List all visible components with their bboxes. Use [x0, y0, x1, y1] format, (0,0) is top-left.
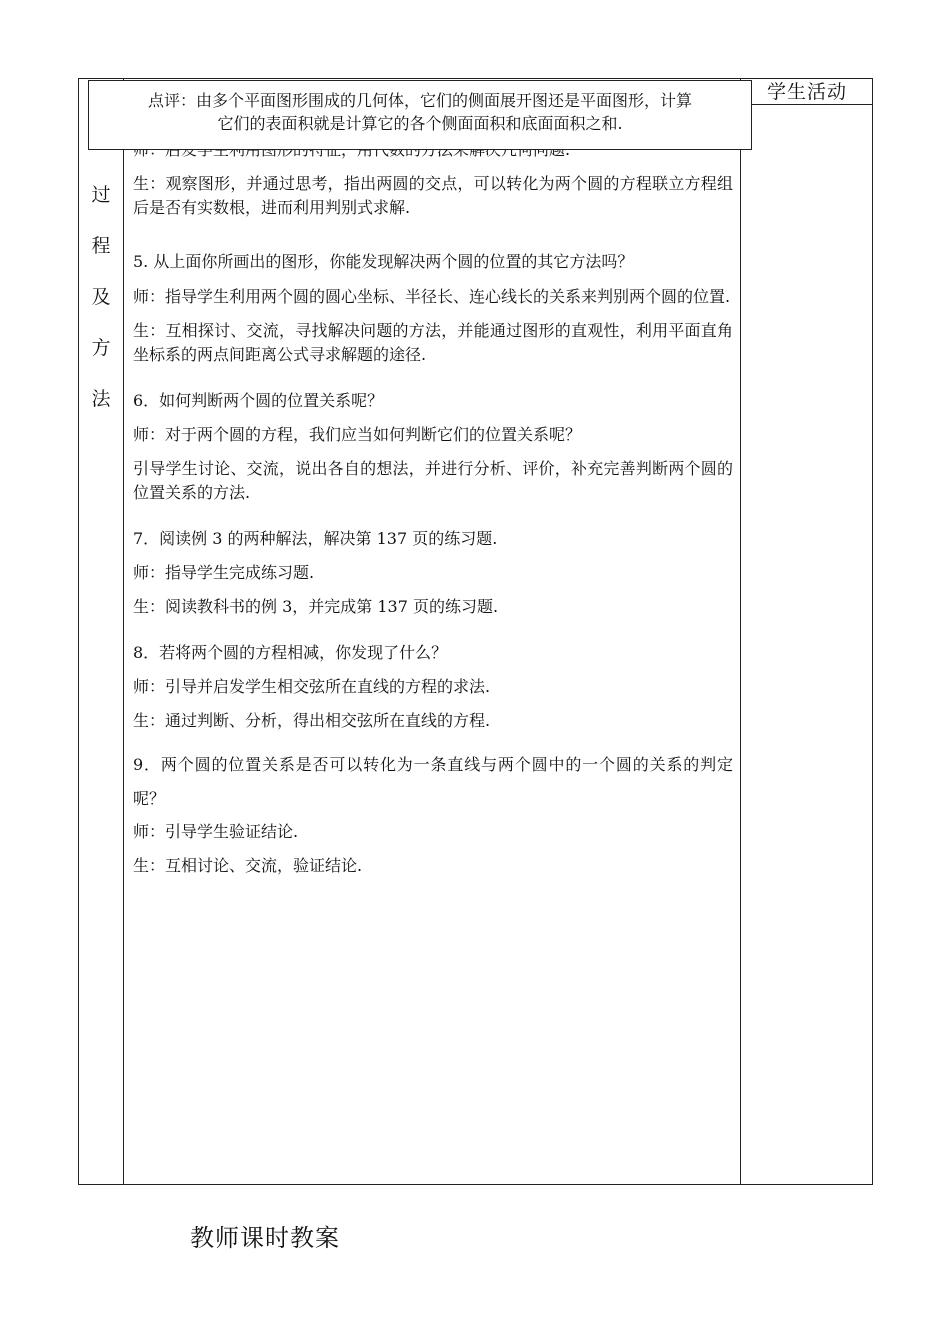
comment-line: 点评：由多个平面图形围成的几何体，它们的侧面展开图还是平面图形，计算 — [147, 91, 692, 110]
student-line: 生：通过判断、分析，得出相交弦所在直线的方程. — [133, 711, 491, 730]
student-header-divider — [740, 104, 873, 105]
question-9: 9．两个圆的位置关系是否可以转化为一条直线与两个圆中的一个圆的关系的判定呢？ — [133, 755, 733, 808]
guide-line: 引导学生讨论、交流，说出各自的想法，并进行分析、评价，补充完善判断两个圆的位置关系的方法. — [133, 459, 733, 502]
student-line: 生：互相探讨、交流，寻找解决问题的方法，并能通过图形的直观性，利用平面直角坐标系的两点间距离公式寻求解题的途径. — [133, 321, 733, 364]
page-footer-title: 教师课时教案 — [190, 1224, 340, 1252]
student-line: 生：观察图形，并通过思考，指出两圆的交点，可以转化为两个圆的方程联立方程组后是否有实数根，进而利用判别式求解. — [133, 174, 733, 217]
teacher-line: 师：引导学生验证结论. — [133, 822, 299, 841]
side-label-column — [80, 180, 122, 435]
table-column-divider-left — [123, 78, 124, 1185]
side-label-char: 及 — [91, 286, 111, 308]
teacher-line: 师：对于两个圆的方程，我们应当如何判断它们的位置关系呢？ — [133, 425, 582, 444]
side-label-char: 过 — [91, 184, 111, 206]
student-line: 生：阅读教科书的例 3，并完成第 137 页的练习题. — [133, 597, 499, 616]
student-activity-header: 学生活动 — [766, 81, 847, 103]
question-8: 8．若将两个圆的方程相减，你发现了什么？ — [133, 643, 448, 662]
side-label-char: 法 — [91, 388, 111, 410]
question-5: 5. 从上面你所画出的图形，你能发现解决两个圆的位置的其它方法吗？ — [133, 252, 634, 271]
question-6: 6．如何判断两个圆的位置关系呢？ — [133, 391, 384, 410]
question-7: 7．阅读例 3 的两种解法，解决第 137 页的练习题. — [133, 529, 498, 548]
side-label-char: 方 — [91, 337, 111, 359]
teacher-line: 师：引导并启发学生相交弦所在直线的方程的求法. — [133, 677, 491, 696]
table-column-divider-right — [740, 78, 741, 1185]
student-line: 生：互相讨论、交流，验证结论. — [133, 856, 363, 875]
side-label-char: 程 — [91, 235, 111, 257]
lesson-content — [133, 138, 733, 878]
comment-box — [88, 80, 752, 150]
teacher-line: 师：指导学生完成练习题. — [133, 563, 315, 582]
teacher-line: 师：指导学生利用两个圆的圆心坐标、半径长、连心线长的关系来判别两个圆的位置. — [133, 287, 731, 306]
comment-line: 它们的表面积就是计算它的各个侧面面积和底面面积之和. — [217, 114, 623, 133]
